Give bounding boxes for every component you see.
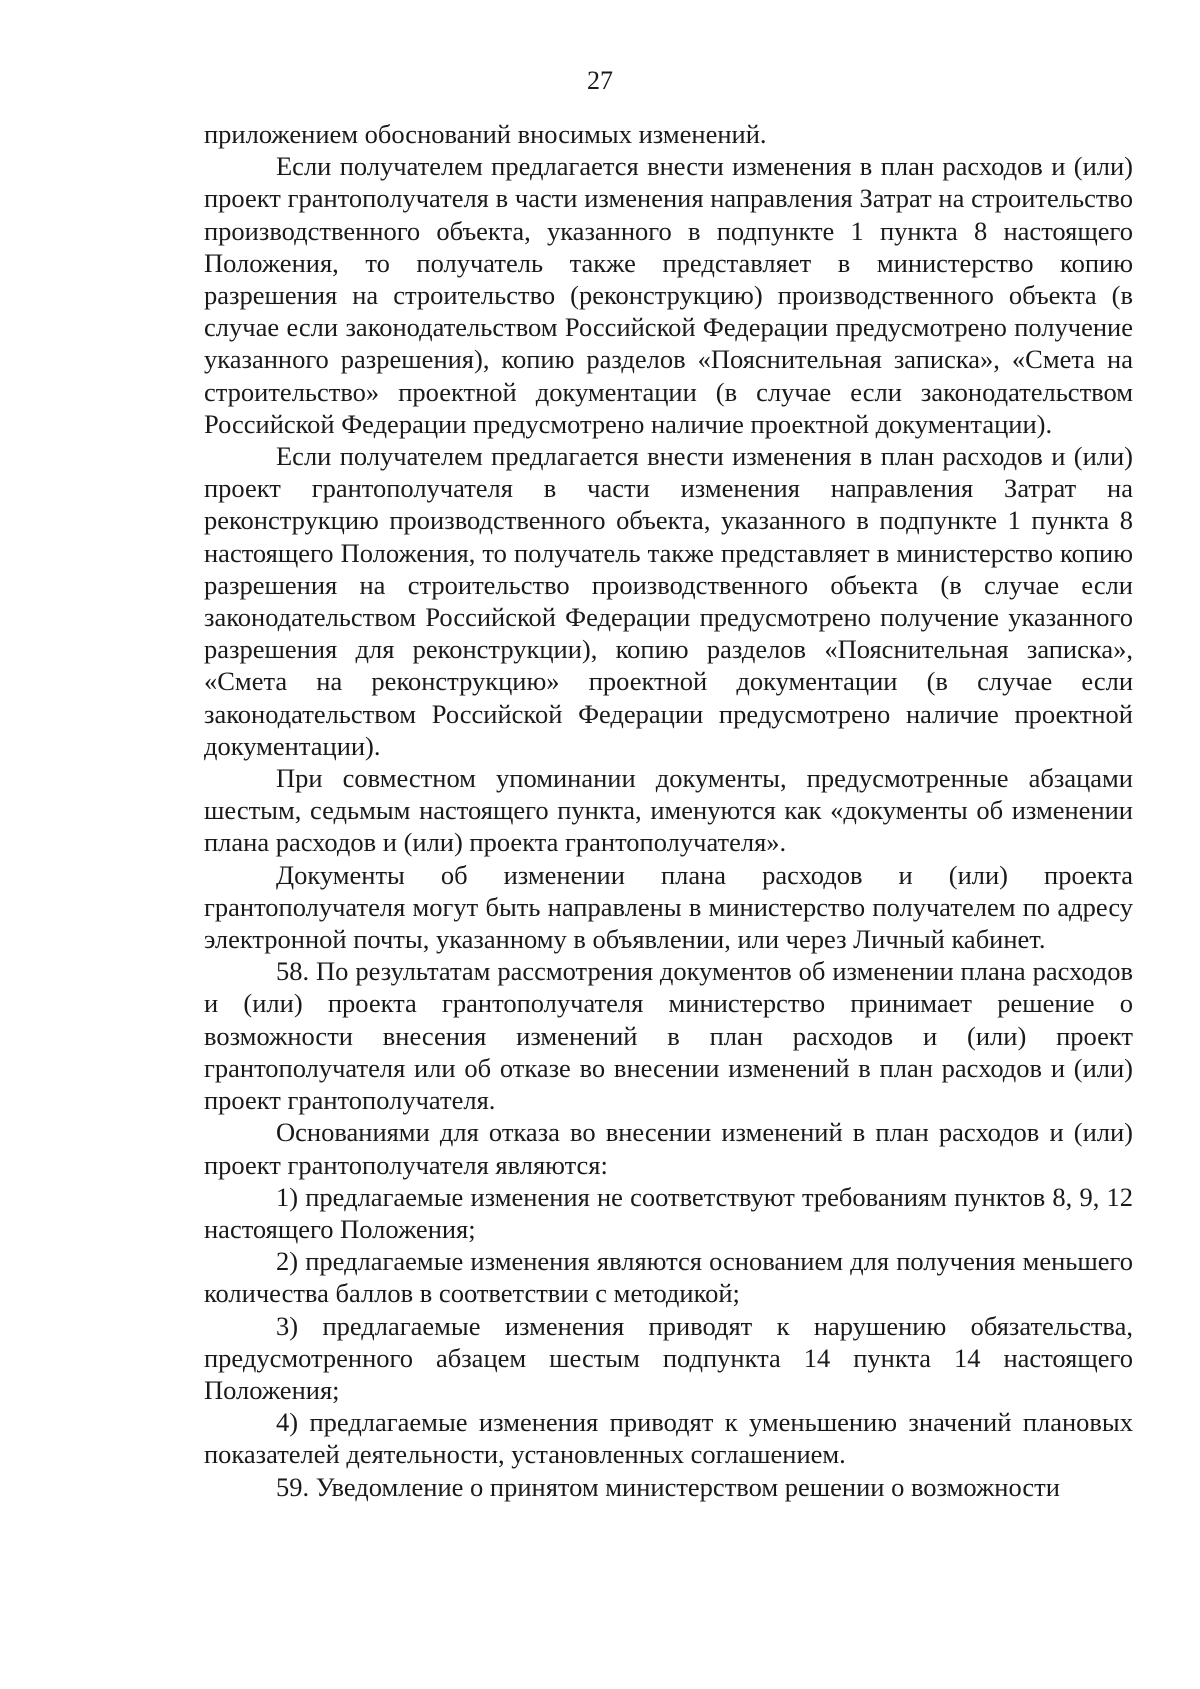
list-item-1: 1) предлагаемые изменения не соответствуют требованиям пунктов 8, 9, 12 настоящего Положения; — [204, 1181, 1133, 1244]
document-body — [204, 118, 1133, 1503]
list-item-2: 2) предлагаемые изменения являются основанием для получения меньшего количества баллов в соответствии с методикой; — [204, 1246, 1133, 1309]
paragraph-submission-method: Документы об изменении плана расходов и (или) проекта грантополучателя могут быть направлены в министерство получателем по адресу электронной почты, указанному в объявлении, или через Личный кабинет. — [204, 859, 1133, 955]
paragraph-clause-58: 58. По результатам рассмотрения документов об изменении плана расходов и (или) проекта грантополучателя министерство принимает решение о возможности внесения изменений в план расходов и (или) проект грантополучателя или об отказе во внесении изменений в план расходов и (или) проект грантополучателя. — [204, 956, 1133, 1116]
list-item-3: 3) предлагаемые изменения приводят к нарушению обязательства, предусмотренного абзацем шестым подпункта 14 пункта 14 настоящего Положения; — [204, 1310, 1133, 1405]
paragraph-clause-59: 59. Уведомление о принятом министерством решении о возможности — [276, 1471, 1060, 1502]
paragraph-continuation: приложением обоснований вносимых изменений. — [204, 119, 767, 149]
paragraph-refusal-grounds: Основаниями для отказа во внесении изменений в план расходов и (или) проект грантополучателя являются: — [204, 1117, 1133, 1180]
paragraph-construction-changes: Если получателем предлагается внести изменения в план расходов и (или) проект грантополучателя в части изменения направления Затрат на строительство производственного объекта, указанного в подпункте 1 пункта 8 настоящего Положения, то получатель также представляет в министерство копию разрешения на строительство (реконструкцию) производственного объекта (в случае если законодательством Российской Федерации предусмотрено получение указанного разрешения), копию разделов «Пояснительная записка», «Смета на строительство» проектной документации (в случае если законодательством Российской Федерации предусмотрено наличие проектной документации). — [204, 151, 1133, 439]
paragraph-reconstruction-changes: Если получателем предлагается внести изменения в план расходов и (или) проект грантополучателя в части изменения направления Затрат на реконструкцию производственного объекта, указанного в подпункте 1 пункта 8 настоящего Положения, то получатель также представляет в министерство копию разрешения на строительство производственного объекта (в случае если законодательством Российской Федерации предусмотрено получение указанного разрешения для реконструкции), копию разделов «Пояснительная записка», «Смета на реконструкцию» проектной документации (в случае если законодательством Российской Федерации предусмотрено наличие проектной документации). — [204, 441, 1133, 761]
list-item-4: 4) предлагаемые изменения приводят к уменьшению значений плановых показателей деятельности, установленных соглашением. — [204, 1407, 1133, 1470]
page-number: 27 — [587, 66, 613, 95]
paragraph-joint-mention: При совместном упоминании документы, предусмотренные абзацами шестым, седьмым настоящего пункта, именуются как «документы об изменении плана расходов и (или) проекта грантополучателя». — [204, 763, 1133, 858]
